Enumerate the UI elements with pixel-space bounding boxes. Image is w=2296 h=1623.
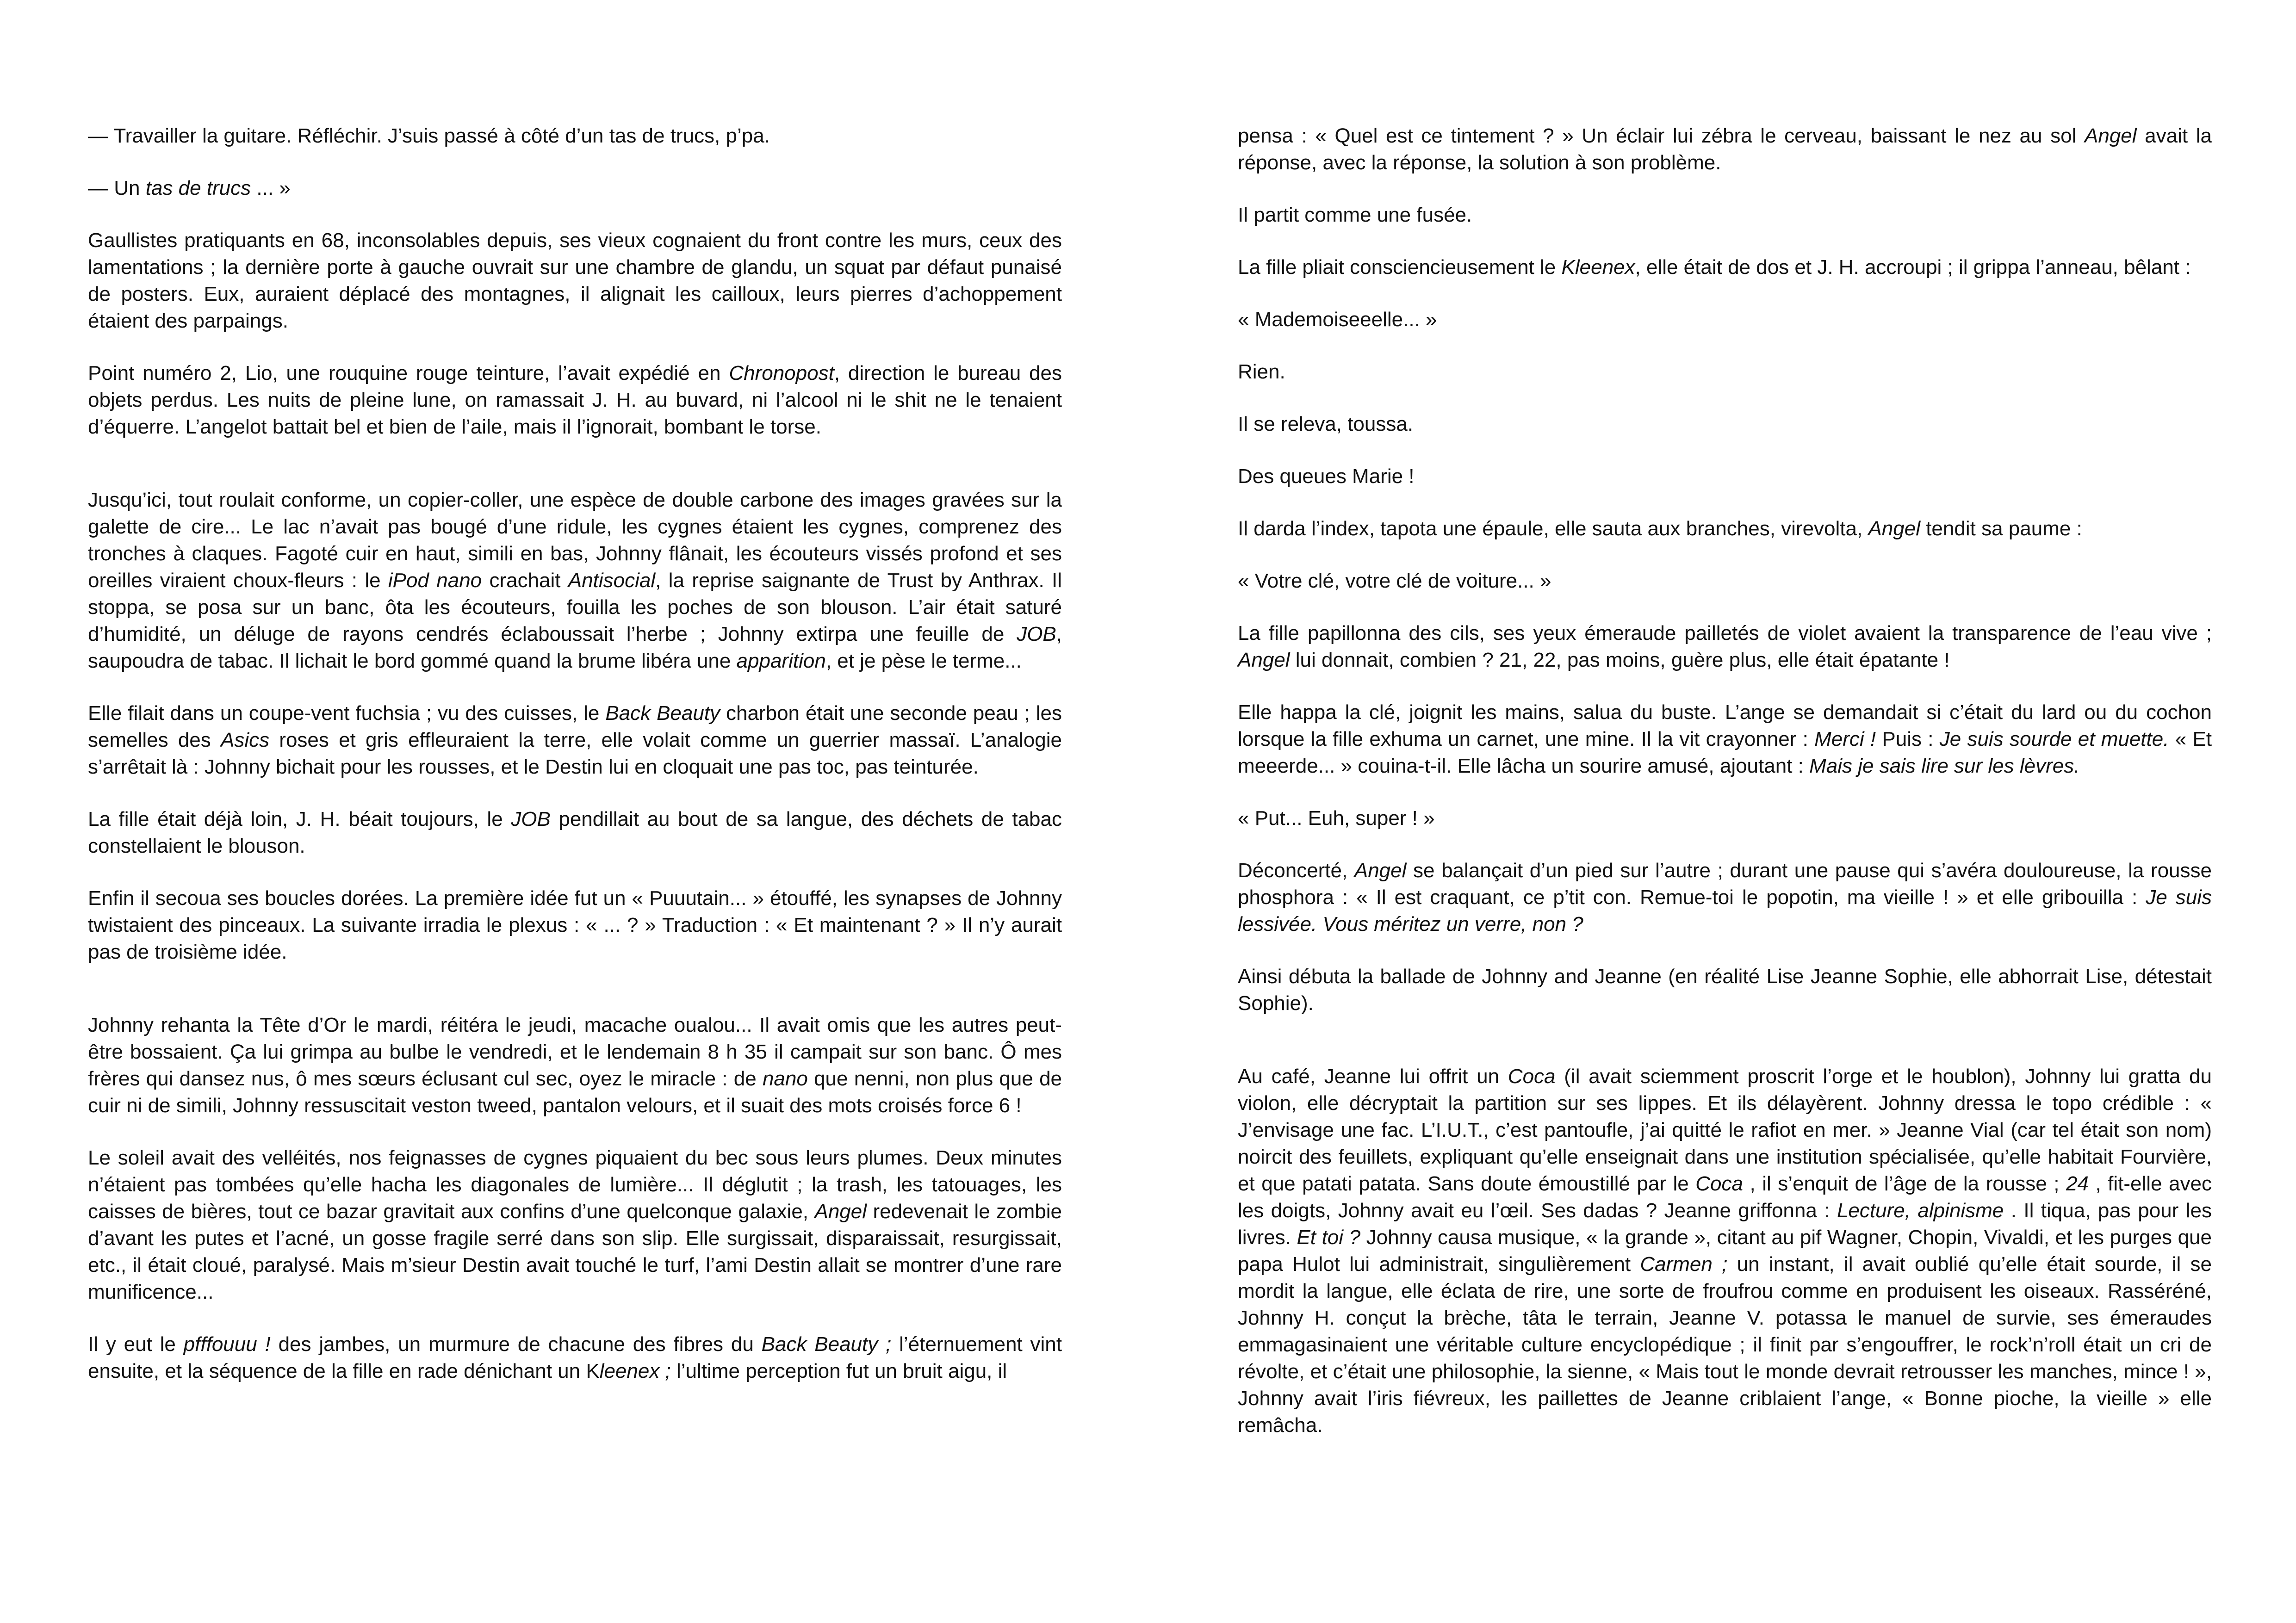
text-run: Johnny rehanta la Tête d’Or le mardi, réitéra le jeudi, macache oualou... Il avait omis que les autres peut-être bossaient. Ça lui grimpa au bulbe le vendredi, et le lendemain 8 h 35 il campait sur son banc. Ô mes frères qui dansez nus, ô mes sœurs éclusant cul sec, oyez le miracle : de	[88, 1014, 1062, 1090]
paragraph	[88, 885, 1062, 966]
italic-text-run: Angel	[1868, 517, 1920, 540]
paragraph	[88, 175, 1062, 202]
text-run: , saupoudra de tabac. Il lichait le bord gommé quand la brume libéra une	[88, 623, 1062, 672]
italic-text-run: Asics	[220, 729, 270, 751]
text-run: « Votre clé, votre clé de voiture... »	[1238, 570, 1551, 592]
text-run: Des queues Marie !	[1238, 465, 1415, 488]
text-run: « Mademoiseeelle... »	[1238, 308, 1437, 331]
text-run: « Put... Euh, super ! »	[1238, 807, 1435, 830]
italic-text-run: Antisocial	[568, 569, 656, 592]
text-run: pensa : « Quel est ce tintement ? » Un éclair lui zébra le cerveau, baissant le nez au sol	[1238, 124, 2085, 147]
paragraph	[88, 700, 1062, 781]
paragraph	[1238, 699, 2212, 780]
text-run: La fille pliait consciencieusement le	[1238, 256, 1562, 279]
italic-text-run: apparition	[736, 650, 826, 672]
text-run: , fit-elle avec les doigts, Johnny avait eu l’œil. Ses dadas ? Jeanne griffonna :	[1238, 1172, 2212, 1222]
text-run: Il y eut le	[88, 1333, 184, 1356]
text-run: « Et meeerde... » couina-t-il. Elle lâcha un sourire amusé, ajoutant :	[1238, 728, 2212, 777]
text-run: Déconcerté,	[1238, 859, 1354, 882]
text-run: Enfin il secoua ses boucles dorées. La première idée fut un « Puuutain... » étouffé, les synapses de Johnny twistaient des pinceaux. La suivante irradia le plexus : « ... ? » Traduction : « Et maintenant ? » Il n’y aurait pas de troisième idée.	[88, 887, 1062, 963]
text-run: , et je pèse le terme...	[825, 650, 1022, 672]
italic-text-run: Je suis sourde et muette.	[1939, 728, 2169, 750]
paragraph	[1238, 463, 2212, 490]
text-run: Johnny causa musique, « la grande », citant au pif Wagner, Chopin, Vivaldi, et les purges que papa Hulot lui administrait, singulièrement	[1238, 1226, 2212, 1276]
text-run: Rien.	[1238, 360, 1285, 383]
text-run: . Il tiqua, pas pour les livres.	[1238, 1199, 2212, 1249]
italic-text-run: tas de trucs	[145, 177, 251, 199]
text-run: charbon était une seconde peau ; les semelles des	[88, 702, 1062, 751]
text-run: tendit sa paume :	[1920, 517, 2082, 540]
paragraph	[88, 487, 1062, 675]
italic-text-run: Merci !	[1814, 728, 1876, 750]
italic-text-run: leenex ;	[599, 1360, 671, 1382]
text-run: , il s’enquit de l’âge de la rousse ;	[1743, 1172, 2066, 1195]
text-run: Ainsi débuta la ballade de Johnny and Jeanne (en réalité Lise Jeanne Sophie, elle abhorrait Lise, détestait Sophie).	[1238, 965, 2212, 1015]
italic-text-run: Carmen ;	[1640, 1253, 1728, 1276]
text-run: Il partit comme une fusée.	[1238, 204, 1472, 226]
text-run: l’éternuement vint ensuite, et la séquence de la fille en rade dénichant un K	[88, 1333, 1062, 1382]
text-run: roses et gris effleuraient la terre, elle volait comme un guerrier massaï. L’analogie s’arrêtait là : Johnny bichait pour les rousses, et le Destin lui en cloquait une pas toc, pas teinturée.	[88, 729, 1062, 778]
text-run: Gaullistes pratiquants en 68, inconsolables depuis, ses vieux cognaient du front contre les murs, ceux des lamentations ; la dernière porte à gauche ouvrait sur une chambre de glandu, un squat par défaut punaisé de posters. Eux, auraient déplacé des montagnes, il alignait les cailloux, leurs pierres d’achoppement étaient des parpaings.	[88, 229, 1062, 332]
paragraph	[1238, 254, 2212, 281]
text-run: ... »	[251, 177, 291, 199]
paragraph	[88, 227, 1062, 335]
text-run: redevenait le zombie d’avant les putes et l’acné, un gosse fragile serré dans son slip. Elle surgissait, disparaissait, resurgissait, etc., il était cloué, paralysé. Mais m’sieur Destin avait touché le turf, l’ami Destin allait se montrer d’une rare munificence...	[88, 1200, 1062, 1303]
paragraph	[1238, 202, 2212, 229]
paragraph	[88, 1331, 1062, 1385]
paragraph	[88, 1012, 1062, 1119]
italic-text-run: JOB	[511, 808, 551, 830]
text-run: Elle filait dans un coupe-vent fuchsia ; vu des cuisses, le	[88, 702, 606, 725]
paragraph	[88, 360, 1062, 440]
text-run: (il avait sciemment proscrit l’orge et le houblon), Johnny lui gratta du violon, elle décryptait la partition sur ses lippes. Et ils délayèrent. Johnny dressa le topo crédible : « J’envisage une fac. L’I.U.T., c’est pantoufle, j’ai quitté le rafiot en mer. » Jeanne Vial (car tel était son nom) noircit des feuillets, expliquant qu’elle enseignait dans une institution spécialisée, qu’elle habitait Fourvière, et que patati patata. Sans doute émoustillé par le	[1238, 1065, 2212, 1195]
text-run: Puis :	[1876, 728, 1940, 750]
paragraph	[88, 1145, 1062, 1306]
paragraph	[1238, 805, 2212, 832]
italic-text-run: Chronopost	[729, 362, 834, 384]
paragraph	[1238, 306, 2212, 333]
text-run: lui donnait, combien ? 21, 22, pas moins, guère plus, elle était épatante !	[1290, 649, 1950, 671]
paragraph	[1238, 620, 2212, 674]
italic-text-run: Et toi ?	[1297, 1226, 1361, 1249]
text-run: avait la réponse, avec la réponse, la solution à son problème.	[1238, 124, 2212, 174]
paragraph	[88, 123, 1062, 149]
paragraph	[1238, 1063, 2212, 1439]
italic-text-run: 24	[2066, 1172, 2089, 1195]
italic-text-run: Kleenex	[1561, 256, 1635, 279]
italic-text-run: Mais je sais lire sur les lèvres.	[1809, 755, 2080, 777]
italic-text-run: Angel	[1238, 649, 1290, 671]
italic-text-run: Coca	[1695, 1172, 1743, 1195]
text-run: Elle happa la clé, joignit les mains, salua du buste. L’ange se demandait si c’était du lard ou du cochon lorsque la fille exhuma un carnet, une mine. Il la vit crayonner :	[1238, 701, 2212, 750]
text-run: Jusqu’ici, tout roulait conforme, un copier-coller, une espèce de double carbone des images gravées sur la galette de cire... Le lac n’avait pas bougé d’une ridule, les cygnes étaient les cygnes, comprenez des tronches à claques. Fagoté cuir en haut, simili en bas, Johnny flânait, les écouteurs vissés profond et ses oreilles viraient choux-fleurs : le	[88, 489, 1062, 592]
text-run: crachait	[482, 569, 568, 592]
text-run: Le soleil avait des velléités, nos feignasses de cygnes piquaient du bec sous leurs plumes. Deux minutes n’étaient pas tombées qu’elle hacha les diagonales de lumière... Il déglutit ; la trash, les tatouages, les caisses de bières, tout ce bazar gravitait aux confins d’une quelconque galaxie,	[88, 1146, 1062, 1223]
right-page-text	[1238, 123, 2212, 1464]
text-run: pendillait au bout de sa langue, des déchets de tabac constellaient le blouson.	[88, 808, 1062, 857]
text-run: se balançait d’un pied sur l’autre ; durant une pause qui s’avéra douloureuse, la rousse phosphora : « Il est craquant, ce p’tit con. Remue-toi le popotin, ma vieille ! » et elle gribouilla :	[1238, 859, 2212, 909]
paragraph	[1238, 857, 2212, 938]
italic-text-run: Angel	[1354, 859, 1407, 882]
italic-text-run: pfffouuu !	[183, 1333, 271, 1356]
italic-text-run: Je suis lessivée. Vous méritez un verre, non ?	[1238, 886, 2212, 935]
text-run: des jambes, un murmure de chacune des fibres du	[270, 1333, 762, 1356]
text-run: La fille papillonna des cils, ses yeux émeraude pailletés de violet avaient la transparence de l’eau vive ;	[1238, 622, 2212, 644]
italic-text-run: Angel	[2085, 124, 2137, 147]
italic-text-run: Lecture, alpinisme	[1837, 1199, 2004, 1222]
text-run: que nenni, non plus que de cuir ni de simili, Johnny ressuscitait veston tweed, pantalon velours, et il suait des mots croisés force 6 !	[88, 1067, 1062, 1117]
text-run: — Travailler la guitare. Réfléchir. J’suis passé à côté d’un tas de trucs, p’pa.	[88, 124, 770, 147]
text-run: , la reprise saignante de Trust by Anthrax. Il stoppa, se posa sur un banc, ôta les écouteurs, fouilla les poches de son blouson. L’air était saturé d’humidité, un déluge de rayons cendrés éclaboussait l’herbe ; Johnny extirpa une feuille de	[88, 569, 1062, 645]
paragraph	[1238, 963, 2212, 1017]
text-run: , direction le bureau des objets perdus. Les nuits de pleine lune, on ramassait J. H. au buvard, ni l’alcool ni le shit ne le tenaient d’équerre. L’angelot battait bel et bien de l’aile, mais il l’ignorait, bombant le torse.	[88, 362, 1062, 438]
text-run: La fille était déjà loin, J. H. béait toujours, le	[88, 808, 511, 830]
text-run: , elle était de dos et J. H. accroupi ; il grippa l’anneau, bêlant :	[1635, 256, 2191, 279]
paragraph	[1238, 123, 2212, 176]
paragraph	[1238, 359, 2212, 385]
text-run: l’ultime perception fut un bruit aigu, il	[670, 1360, 1007, 1382]
italic-text-run: iPod nano	[388, 569, 482, 592]
italic-text-run: JOB	[1017, 623, 1056, 645]
paragraph	[1238, 568, 2212, 595]
italic-text-run: nano	[762, 1067, 808, 1090]
italic-text-run: Coca	[1508, 1065, 1556, 1088]
text-run: Il se releva, toussa.	[1238, 413, 1414, 435]
text-run: Il darda l’index, tapota une épaule, elle sauta aux branches, virevolta,	[1238, 517, 1868, 540]
text-run: Point numéro 2, Lio, une rouquine rouge teinture, l’avait expédié en	[88, 362, 729, 384]
italic-text-run: Angel	[814, 1200, 867, 1223]
italic-text-run: Back Beauty ;	[761, 1333, 892, 1356]
paragraph	[1238, 515, 2212, 542]
text-run: — Un	[88, 177, 146, 199]
text-run: Au café, Jeanne lui offrit un	[1238, 1065, 1508, 1088]
text-run: un instant, il avait oublié qu’elle était sourde, il se mordit la langue, elle éclata de rire, une sorte de froufrou comme en produisent les oiseaux. Rasséréné, Johnny H. conçut la brèche, tâta le terrain, Jeanne V. potassa le manuel de survie, ses émeraudes emmagasinaient une véritable culture encyclopédique ; il finit par s’engouffrer, le rock’n’roll était un cri de révolte, et c’était une philosophie, la sienne, « Mais tout le monde devrait retrousser les manches, mince ! », Johnny avait l’iris fiévreux, les paillettes de Jeanne criblaient l’ange, « Bonne pioche, la vieille » elle remâcha.	[1238, 1253, 2212, 1437]
paragraph	[1238, 411, 2212, 438]
paragraph	[88, 806, 1062, 860]
italic-text-run: Back Beauty	[605, 702, 720, 725]
left-page-text	[88, 123, 1062, 1410]
